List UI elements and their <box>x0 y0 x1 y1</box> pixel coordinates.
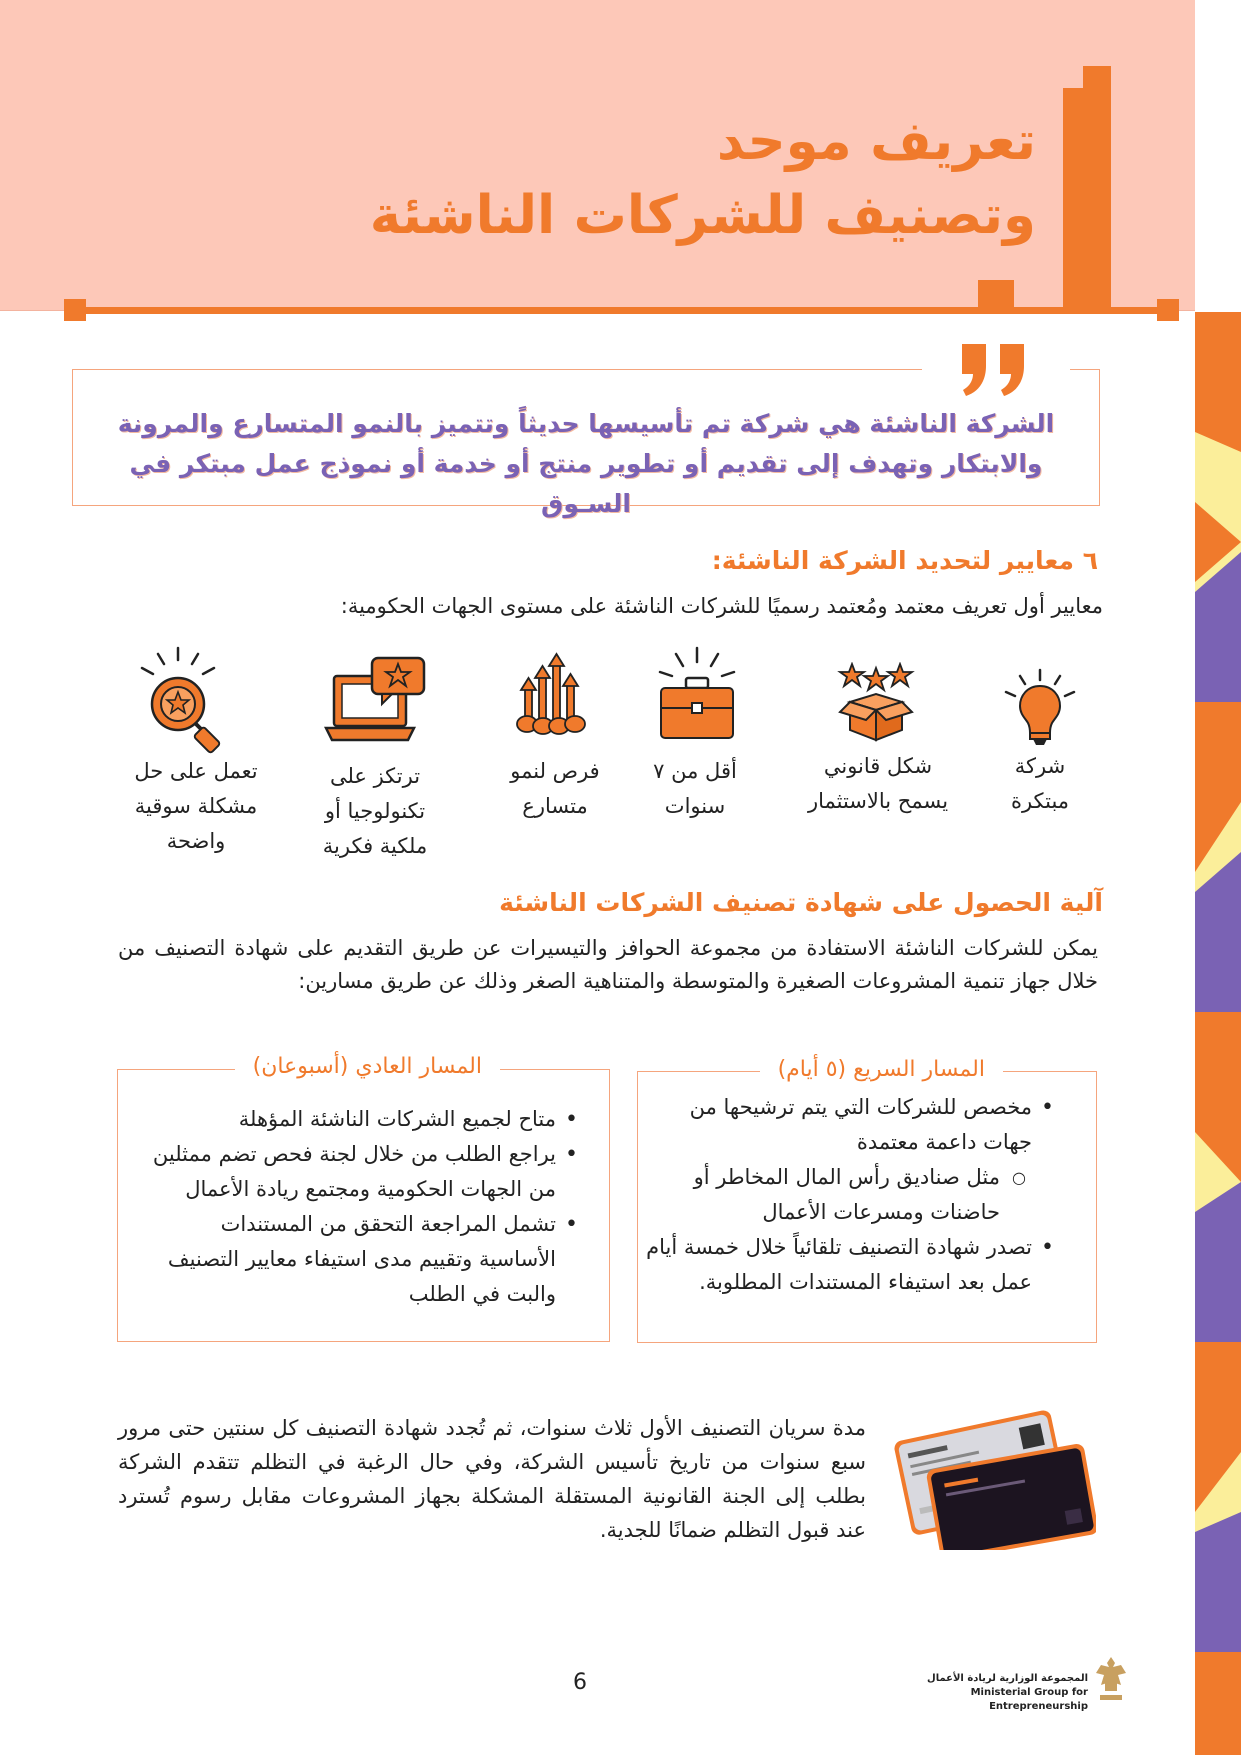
normal-track-item: • يراجع الطلب من خلال لجنة فحص تضم ممثلين من الجهات الحكومية ومجتمع ريادة الأعمال <box>150 1137 582 1207</box>
quote-mark-icon <box>960 340 1030 400</box>
mechanism-text: يمكن للشركات الناشئة الاستفادة من مجموعة الحوافز والتيسيرات عن طريق التقديم على شهادة التصنيف من خلال جهاز تنمية المشروعات الصغيرة والمتوسطة والمتناهية الصغر وذلك عن طريق مسارين: <box>118 936 1098 993</box>
magnifier-star-icon <box>138 646 238 756</box>
criteria-title: ٦ معايير لتحديد الشركة الناشئة: <box>711 546 1098 575</box>
header-line <box>72 307 1172 314</box>
footer-logo-en: Ministerial Group for Entrepreneurship <box>970 1687 1088 1712</box>
validity-text: مدة سريان التصنيف الأول ثلاث سنوات، ثم تُجدد شهادة التصنيف كل سنتين حتى مرور سبع سنوات من تاريخ تأسيس الشركة، وفي حال الرغبة في التظلم تتقدم الشركة بطلب إلى الجنة القانونية المستقلة المشكلة بجهاز المشروعات مقابل رسوم تُسترد عند قبول التظلم ضمانًا للجدية. <box>118 1416 866 1542</box>
fast-track-list <box>640 1090 1058 1300</box>
definition-line-2: والابتكار وتهدف إلى تقديم أو تطوير منتج أو خدمة أو نموذج عمل مبتكر في السـوق <box>129 449 1043 518</box>
title-line-2: وتصنيف للشركات الناشئة <box>369 185 1036 246</box>
criterion-technology-line3: ملكية فكرية <box>322 834 428 858</box>
growth-arrows-icon <box>515 652 591 736</box>
criterion-market-problem-line2: مشكلة سوقية <box>134 794 258 818</box>
header-number-notch <box>1063 66 1083 88</box>
criterion-legal-form-line1: شكل قانوني <box>823 754 933 778</box>
criteria-subtitle: معايير أول تعريف معتمد ومُعتمد رسميًا للشركات الناشئة على مستوى الجهات الحكومية: <box>340 594 1103 618</box>
criterion-growth <box>480 754 630 824</box>
briefcase-icon <box>656 646 738 742</box>
criterion-age-line2: سنوات <box>664 794 726 818</box>
criterion-growth-line2: متسارع <box>522 794 588 818</box>
certificate-cards-image <box>892 1400 1096 1550</box>
normal-track-title: المسار العادي (أسبوعان) <box>235 1054 500 1079</box>
footer-logo-text <box>918 1672 1088 1714</box>
definition-line-1: الشركة الناشئة هي شركة تم تأسيسها حديثاً وتتميز بالنمو المتسارع والمرونة <box>117 409 1055 438</box>
criterion-growth-line1: فرص لنمو <box>510 759 600 783</box>
footer-logo-ar: المجموعة الوزارية لريادة الأعمال <box>927 1673 1088 1684</box>
criterion-legal-form <box>778 749 978 819</box>
criterion-innovative-line1: شركة <box>1014 754 1066 778</box>
header-line-start <box>64 299 86 321</box>
laptop-star-icon <box>324 656 430 748</box>
header-number-bar <box>1063 66 1111 312</box>
criterion-market-problem-line1: تعمل على حل <box>134 759 258 783</box>
definition-text <box>86 404 1086 524</box>
decorative-stripe <box>1195 312 1241 1755</box>
criterion-age-line1: أقل من ٧ <box>653 759 737 783</box>
fast-track-item: • تصدر شهادة التصنيف تلقائياً خلال خمسة أيام عمل بعد استيفاء المستندات المطلوبة. <box>640 1230 1058 1300</box>
mechanism-title: آلية الحصول على شهادة تصنيف الشركات الناشئة <box>499 888 1103 917</box>
criterion-technology-line1: ترتكز على <box>329 764 421 788</box>
criterion-technology-line2: تكنولوجيا أو <box>324 799 426 823</box>
criterion-innovative-line2: مبتكرة <box>1010 789 1070 813</box>
criterion-market-problem <box>116 754 276 859</box>
normal-track-item: • تشمل المراجعة التحقق من المستندات الأساسية وتقييم مدى استيفاء معايير التصنيف والبت في الطلب <box>150 1207 582 1312</box>
criterion-legal-form-line2: يسمح بالاستثمار <box>807 789 949 813</box>
normal-track-item: • متاح لجميع الشركات الناشئة المؤهلة <box>150 1102 582 1137</box>
normal-track-list <box>150 1102 582 1312</box>
title-line-1: تعريف موحد <box>716 111 1036 172</box>
criterion-market-problem-line3: واضحة <box>166 829 226 853</box>
egypt-eagle-logo-icon <box>1094 1655 1128 1705</box>
page-number: 6 <box>573 1670 587 1695</box>
star-box-icon <box>836 662 916 742</box>
criterion-innovative <box>980 749 1100 819</box>
fast-track-title: المسار السريع (٥ أيام) <box>760 1057 1003 1082</box>
criterion-technology <box>300 759 450 864</box>
criterion-age <box>620 754 770 824</box>
lightbulb-icon <box>1000 668 1080 748</box>
header-line-end <box>1157 299 1179 321</box>
page-title <box>370 105 1036 253</box>
fast-track-subitem: ○ مثل صناديق رأس المال المخاطر أو حاضنات ومسرعات الأعمال <box>640 1160 1058 1230</box>
fast-track-item: • مخصص للشركات التي يتم ترشيحها من جهات داعمة معتمدة <box>640 1090 1058 1160</box>
